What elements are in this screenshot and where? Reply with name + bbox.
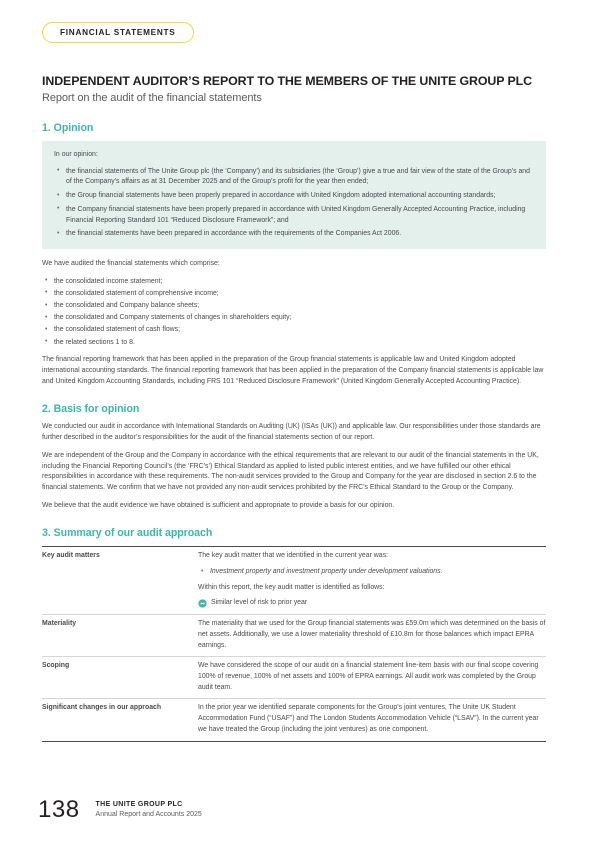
page-title: INDEPENDENT AUDITOR’S REPORT TO THE MEMBERS OF THE UNITE GROUP PLC [42,74,532,88]
list-item: • the Group financial statements have been properly prepared in accordance with United Kingdom adopted international accounting standards; [54,191,534,202]
opinion-callout-box [42,141,546,249]
basis-paragraph-2: We are independent of the Group and the Company in accordance with the ethical requirements that are relevant to our audit of the financial statements in the UK, including the Financial Reporting Council’s (the ‘FRC’s’) Ethical Standard as applied to listed public interest entities, and we have fulfilled our other ethical responsibilities in accordance with these requirements. The non-audit services provided to the Group and Company for the year are disclosed in section 2.6 to the financial statements. We confirm that we have not provided any non-audit services prohibited by the FRC’s Ethical Standard to the Group or the Company. [42,451,539,491]
heading-summary-of-audit-approach: 3. Summary of our audit approach [42,527,213,540]
list-item: • the financial statements have been prepared in accordance with the requirements of the Companies Act 2006. [54,229,534,240]
risk-label: Similar level of risk to prior year [211,599,308,607]
key-audit-matter-list [198,567,546,578]
page-footer [38,798,202,822]
list-item: • the consolidated statement of comprehensive income; [42,289,546,300]
basis-paragraph-1: We conducted our audit in accordance with International Standards on Auditing (UK) (ISAs (UK)) and applicable law. Our responsibilities under those standards are further described in the auditor’s responsibilities for the audit of the financial statements section of our report. [42,423,541,442]
row-content [198,547,546,615]
page-subtitle: Report on the audit of the financial statements [42,92,262,104]
audit-approach-table [42,546,546,741]
list-item: • Investment property and investment property under development valuations. [198,567,546,578]
row-content [198,699,546,741]
list-item: • the consolidated statement of cash flows; [42,325,546,336]
report-body [42,122,546,742]
row-label: Scoping [42,657,198,699]
list-item: • the consolidated and Company statements of changes in shareholders equity; [42,313,546,324]
basis-paragraph-3: We believe that the audit evidence we have obtained is sufficient and appropriate to provide a basis for our opinion. [42,501,395,509]
risk-indicator [198,598,546,609]
list-item: • the related sections 1 to 8. [42,338,546,349]
row-intro: In the prior year we identified separate components for the Group’s joint ventures, The Unite UK Student Accommodation Fund (“USAF”) and The London Students Accommodation Vehicle (“LSAV”). In the current year we have treated the Group (including the joint ventures) as one component. [198,704,539,733]
comprise-bullet-list [42,277,546,349]
similar-risk-icon [198,599,207,608]
list-item: • the consolidated income statement; [42,277,546,288]
section-badge-container [42,22,194,43]
framework-paragraph: The financial reporting framework that has been applied in the preparation of the Group financial statements is applicable law and United Kingdom adopted international accounting standards. The financial reporting framework that has been applied in the preparation of the Company financial statements is applicable law and United Kingdom Accounting Standards, including FRS 101 “Reduced Disclosure Framework” (United Kingdom Generally Accepted Accounting Practice). [42,356,544,385]
footer-text-block [96,800,202,822]
list-item: • the consolidated and Company balance sheets; [42,301,546,312]
footer-document-name: Annual Report and Accounts 2025 [95,810,202,818]
opinion-intro: In our opinion: [54,151,98,158]
table-row [42,547,546,615]
opinion-bullet-list [54,167,534,240]
heading-opinion: 1. Opinion [42,122,94,134]
section-badge: FINANCIAL STATEMENTS [42,22,194,43]
table-row [42,699,546,741]
row-content [198,615,546,657]
comprise-intro: We have audited the financial statements which comprise: [42,259,220,267]
row-intro: The key audit matter that we identified in the current year was: [198,552,388,560]
row-label: Materiality [42,615,198,657]
list-item: • the financial statements of The Unite Group plc (the ‘Company’) and its subsidiaries (the ‘Group’) give a true and fair view of the state of the Group’s and of the Company’s affairs as at 31 December 2025 and of the Group’s profit for the year then ended; [54,167,534,188]
row-after-text: Within this report, the key audit matter is identified as follows: [198,583,385,591]
row-content [198,657,546,699]
page-number: 138 [38,796,80,823]
row-intro: We have considered the scope of our audit on a financial statement line-item basis with our final scope covering 100% of revenue, 100% of net assets and 100% of EPRA earnings. All audit work was completed by the Group audit team. [198,662,539,691]
heading-basis-for-opinion: 2. Basis for opinion [42,403,140,416]
list-item: • the Company financial statements have been properly prepared in accordance with United Kingdom Generally Accepted Accounting Practice, including Financial Reporting Standard 101 “Reduced Disclosure Framework”; and [54,205,534,226]
footer-company-name: THE UNITE GROUP PLC [95,800,183,808]
table-row [42,615,546,657]
row-label: Significant changes in our approach [42,699,198,741]
row-intro: The materiality that we used for the Group financial statements was £59.0m which was determined on the basis of net assets. Additionally, we use a lower materiality threshold of £10.8m for those balances which impact EPRA earnings. [198,620,546,649]
row-label: Key audit matters [42,547,198,615]
table-row [42,657,546,699]
